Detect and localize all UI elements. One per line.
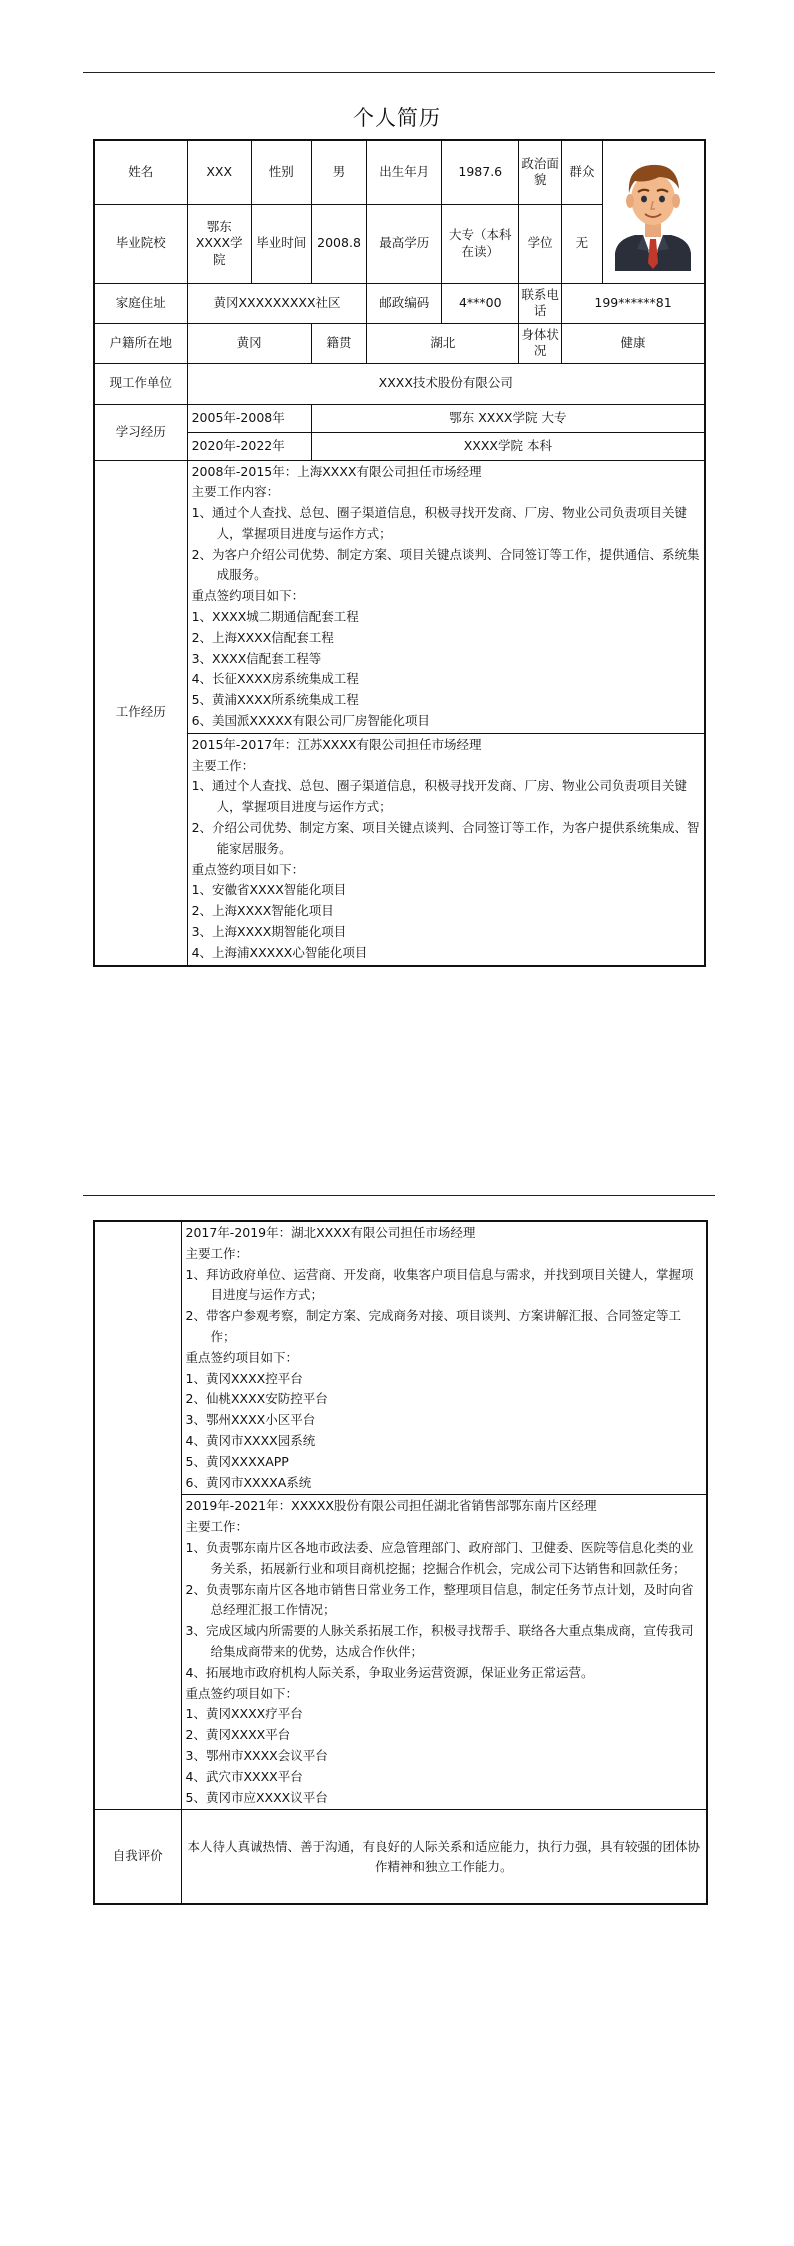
phone-value: 199******81 [562, 283, 705, 323]
resume-table-page-1 [93, 139, 706, 967]
resume-table-page-2 [93, 1220, 708, 1905]
grad-time-label: 毕业时间 [251, 204, 311, 283]
project-item: 3、XXXX信配套工程等 [191, 650, 322, 666]
education-label: 学习经历 [94, 404, 187, 460]
project-item: 2、仙桃XXXX安防控平台 [185, 1391, 328, 1407]
grad-time-value: 2008.8 [311, 204, 367, 283]
education-detail: XXXX学院 本科 [311, 432, 705, 460]
address-label: 家庭住址 [94, 283, 187, 323]
postcode-label: 邮政编码 [367, 283, 442, 323]
project-item: 2、上海XXXX智能化项目 [191, 903, 334, 919]
project-item: 3、鄂州市XXXX会议平台 [185, 1747, 328, 1763]
degree-label: 最高学历 [367, 204, 442, 283]
work-label-continued [94, 1221, 181, 1810]
project-item: 4、武穴市XXXX平台 [185, 1768, 303, 1784]
page-2-top-rule [83, 1195, 715, 1196]
job-header: 2008年-2015年：上海XXXX有限公司担任市场经理 [191, 463, 482, 479]
job-header: 2017年-2019年：湖北XXXX有限公司担任市场经理 [185, 1225, 476, 1240]
job-entry [181, 1495, 707, 1810]
page-top-rule [83, 72, 715, 73]
birth-label: 出生年月 [367, 140, 442, 204]
employer-label: 现工作单位 [94, 363, 187, 404]
self-evaluation-label: 自我评价 [94, 1810, 181, 1904]
project-item: 4、上海浦XXXXX心智能化项目 [191, 944, 368, 960]
self-evaluation-text: 本人待人真诚热情、善于沟通，有良好的人际关系和适应能力，执行力强，具有较强的团体协作精神和独立工作能力。 [181, 1810, 707, 1904]
duty-item: 3、完成区域内所需要的人脉关系拓展工作，积极寻找帮手、联络各大重点集成商，宣传我司给集成商带来的优势，达成合作伙伴； [185, 1623, 694, 1659]
hukou-label: 户籍所在地 [94, 323, 187, 363]
project-item: 2、黄冈XXXX平台 [185, 1727, 291, 1743]
avatar [607, 153, 699, 271]
job-entry [187, 733, 705, 965]
project-item: 1、XXXX城二期通信配套工程 [191, 609, 359, 625]
project-item: 6、黄冈市XXXXA系统 [185, 1474, 312, 1490]
job-entry [187, 460, 705, 733]
project-item: 4、黄冈市XXXX园系统 [185, 1432, 316, 1448]
duty-item: 4、拓展地市政府机构人际关系，争取业务运营资源，保证业务正常运营。 [185, 1664, 594, 1680]
page-title: 个人简历 [353, 106, 441, 130]
work-label: 工作经历 [94, 460, 187, 966]
job-header: 2015年-2017年：江苏XXXX有限公司担任市场经理 [191, 736, 482, 752]
duty-item: 1、通过个人查找、总包、圈子渠道信息，积极寻找开发商、厂房、物业公司负责项目关键人，掌握项目进度与运作方式； [191, 505, 688, 541]
duty-item: 2、为客户介绍公司优势、制定方案、项目关键点谈判、合同签订等工作，提供通信、系统集成服务。 [191, 546, 700, 583]
duties-title: 主要工作内容： [191, 484, 280, 500]
duty-item: 2、带客户参观考察，制定方案、完成商务对接、项目谈判、方案讲解汇报、合同签定等工作； [185, 1308, 681, 1344]
project-item: 3、上海XXXX期智能化项目 [191, 924, 347, 940]
duties-title: 主要工作： [191, 757, 255, 773]
projects-title: 重点签约项目如下： [191, 861, 305, 877]
gender-value: 男 [311, 140, 367, 204]
native-value: 湖北 [367, 323, 519, 363]
hukou-value: 黄冈 [187, 323, 311, 363]
project-item: 6、美国派XXXXX有限公司厂房智能化项目 [191, 713, 430, 729]
academic-degree-value: 无 [562, 204, 603, 283]
birth-value: 1987.6 [442, 140, 519, 204]
project-item: 5、黄冈市应XXXX议平台 [185, 1789, 328, 1805]
duty-item: 1、拜访政府单位、运营商、开发商，收集客户项目信息与需求，并找到项目关键人，掌握项目进度与运作方式； [185, 1266, 694, 1303]
school-value: 鄂东XXXX学院 [187, 204, 251, 283]
academic-degree-label: 学位 [519, 204, 562, 283]
projects-title: 重点签约项目如下： [185, 1349, 299, 1365]
project-item: 5、黄浦XXXX所系统集成工程 [191, 692, 359, 708]
education-period: 2020年-2022年 [187, 432, 311, 460]
health-label: 身体状况 [519, 323, 562, 363]
photo-cell [602, 140, 705, 283]
project-item: 2、上海XXXX信配套工程 [191, 629, 334, 645]
project-item: 3、鄂州XXXX小区平台 [185, 1412, 316, 1428]
duties-title: 主要工作： [185, 1245, 249, 1261]
education-period: 2005年-2008年 [187, 404, 311, 432]
job-header: 2019年-2021年：XXXXX股份有限公司担任湖北省销售部鄂东南片区经理 [185, 1498, 597, 1514]
project-item: 1、安徽省XXXX智能化项目 [191, 882, 347, 898]
name-label: 姓名 [94, 140, 187, 204]
project-item: 4、长征XXXX房系统集成工程 [191, 671, 359, 687]
projects-title: 重点签约项目如下： [191, 588, 305, 604]
employer-value: XXXX技术股份有限公司 [187, 363, 705, 404]
political-value: 群众 [562, 140, 603, 204]
health-value: 健康 [562, 323, 705, 363]
school-label: 毕业院校 [94, 204, 187, 283]
duty-item: 1、通过个人查找、总包、圈子渠道信息，积极寻找开发商、厂房、物业公司负责项目关键人，掌握项目进度与运作方式； [191, 778, 688, 815]
project-item: 5、黄冈XXXXAPP [185, 1453, 289, 1469]
projects-title: 重点签约项目如下： [185, 1685, 299, 1701]
phone-label: 联系电话 [519, 283, 562, 323]
political-label: 政治面貌 [519, 140, 562, 204]
project-item: 1、黄冈XXXX疗平台 [185, 1706, 303, 1722]
duties-title: 主要工作： [185, 1519, 249, 1535]
duty-item: 1、负责鄂东南片区各地市政法委、应急管理部门、政府部门、卫健委、医院等信息化类的业务关系，拓展新行业和项目商机挖掘；挖掘合作机会，完成公司下达销售和回款任务； [185, 1539, 694, 1576]
address-value: 黄冈XXXXXXXXX社区 [187, 283, 367, 323]
gender-label: 性别 [251, 140, 311, 204]
job-entry [181, 1221, 707, 1495]
name-value: XXX [187, 140, 251, 204]
postcode-value: 4***00 [442, 283, 519, 323]
duty-item: 2、介绍公司优势、制定方案、项目关键点谈判、合同签订等工作，为客户提供系统集成、智能家居服务。 [191, 820, 700, 856]
duty-item: 2、负责鄂东南片区各地市销售日常业务工作，整理项目信息，制定任务节点计划，及时向省总经理汇报工作情况； [185, 1581, 694, 1618]
degree-value: 大专（本科在读） [442, 204, 519, 283]
project-item: 1、黄冈XXXX控平台 [185, 1370, 303, 1386]
education-detail: 鄂东 XXXX学院 大专 [311, 404, 705, 432]
native-label: 籍贯 [311, 323, 367, 363]
